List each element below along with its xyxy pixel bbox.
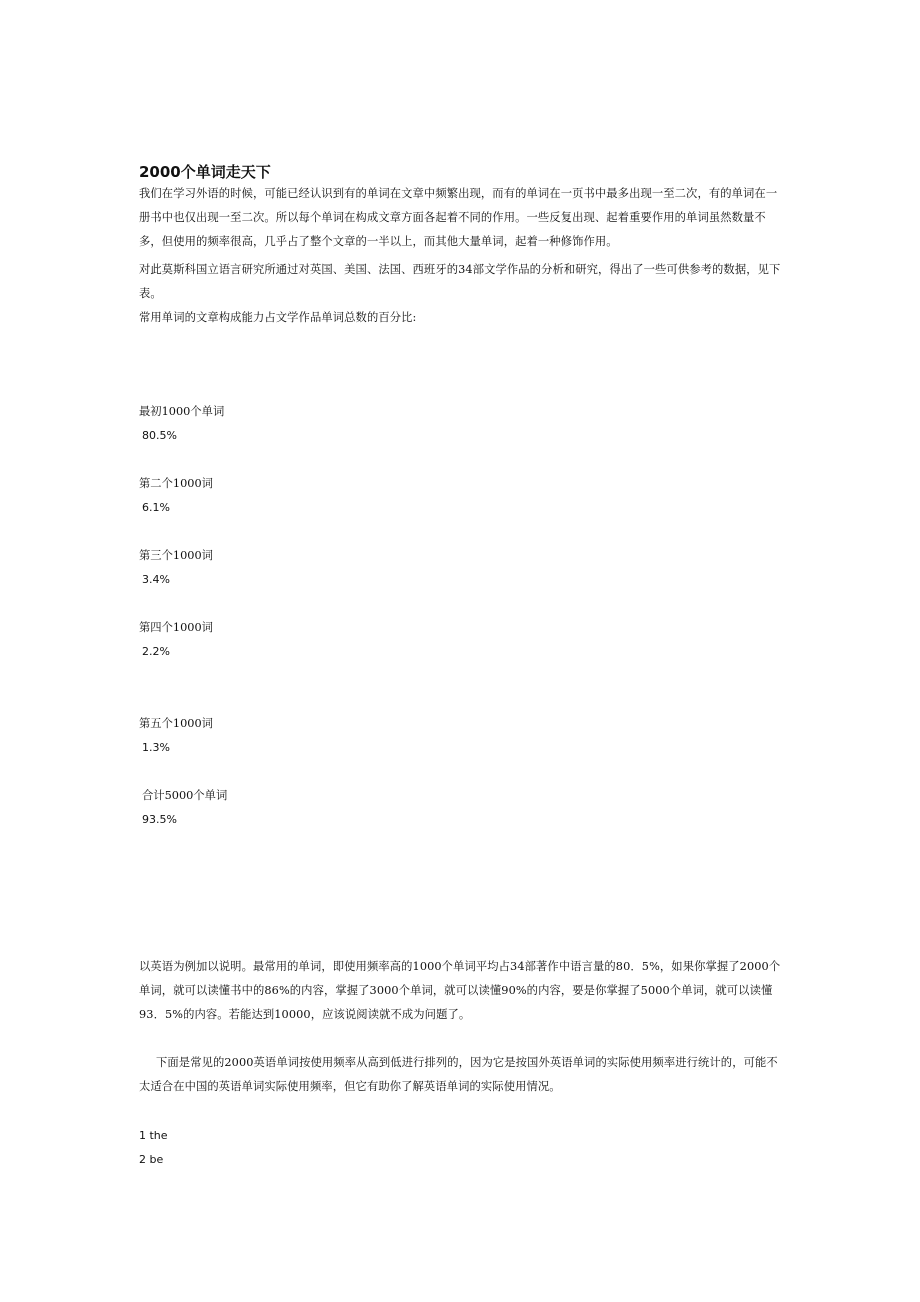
source-paragraph: 对此莫斯科国立语言研究所通过对英国、美国、法国、西班牙的34部文学作品的分析和研究，得出了一些可供参考的数据，见下表。 (139, 263, 781, 300)
stat-value-first-1000: 80.5% (142, 429, 177, 442)
document-title: 2000个单词走天下 (139, 163, 271, 181)
stat-label-second-1000: 第二个1000词 (139, 477, 213, 490)
table-caption: 常用单词的文章构成能力占文学作品单词总数的百分比: (139, 311, 417, 324)
stat-value-third-1000: 3.4% (142, 573, 170, 586)
stat-label-fifth-1000: 第五个1000词 (139, 717, 213, 730)
intro-paragraph: 我们在学习外语的时候，可能已经认识到有的单词在文章中频繁出现，而有的单词在一页书中最多出现一至二次，有的单词在一册书中也仅出现一至二次。所以每个单词在构成文章方面各起着不同的作用。一些反复出现、起着重要作用的单词虽然数量不多，但使用的频率很高，几乎占了整个文章的一半以上，而其他大量单词，起着一种修饰作用。 (139, 187, 778, 248)
stat-label-first-1000: 最初1000个单词 (139, 405, 225, 418)
list-note-paragraph: 下面是常见的2000英语单词按使用频率从高到低进行排列的，因为它是按国外英语单词的实际使用频率进行统计的，可能不太适合在中国的英语单词实际使用频率，但它有助你了解英语单词的实际使用情况。 (139, 1056, 778, 1093)
document-page (139, 0, 784, 1302)
stat-label-total-5000: 合计5000个单词 (142, 789, 228, 802)
word-list-item: 1 the (139, 1129, 168, 1142)
word-list-item: 2 be (139, 1153, 164, 1166)
stat-value-total-5000: 93.5% (142, 813, 177, 826)
stat-value-second-1000: 6.1% (142, 501, 170, 514)
stat-value-fifth-1000: 1.3% (142, 741, 170, 754)
explanation-paragraph: 以英语为例加以说明。最常用的单词，即使用频率高的1000个单词平均占34部著作中语言量的80．5%，如果你掌握了2000个单词，就可以读懂书中的86%的内容，掌握了3000个单词，就可以读懂90%的内容，要是你掌握了5000个单词，就可以读懂93．5%的内容。若能达到10000，应该说阅读就不成为问题了。 (139, 960, 781, 1021)
stat-label-fourth-1000: 第四个1000词 (139, 621, 213, 634)
word-frequency-stats (139, 400, 439, 840)
stat-value-fourth-1000: 2.2% (142, 645, 170, 658)
stat-label-third-1000: 第三个1000词 (139, 549, 213, 562)
